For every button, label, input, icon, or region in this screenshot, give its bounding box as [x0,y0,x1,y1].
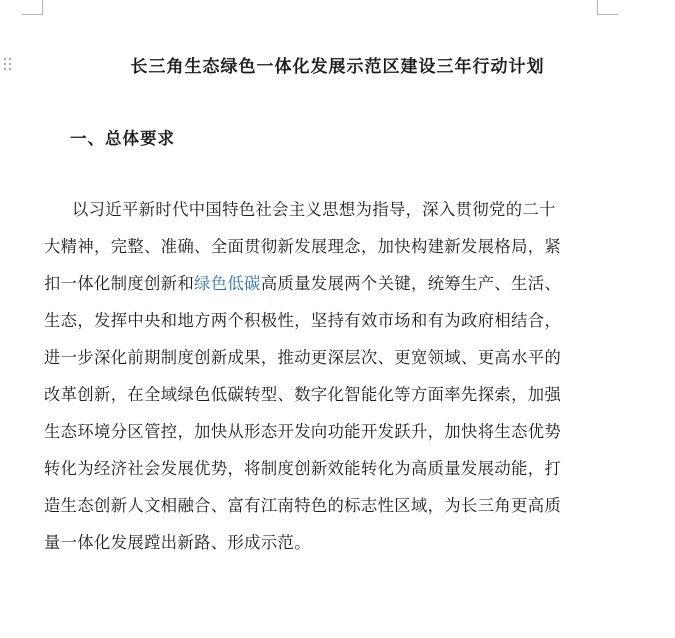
paragraph-line: 转化为经济社会发展优势，将制度创新效能转化为高质量发展动能，打 [44,459,562,478]
text-run: 高质量发展两个关键，统筹生产、生活、 [260,274,562,293]
paragraph-line: 造生态创新人文相融合、富有江南特色的标志性区域，为长三角更高质 [44,496,562,515]
page-corner-mark-top-right [597,0,618,15]
paragraph-line: 以习近平新时代中国特色社会主义思想为指导，深入贯彻党的二十 [72,200,556,219]
paragraph-line: 大精神，完整、准确、全面贯彻新发展理念，加快构建新发展格局，紧 [44,237,562,256]
section-heading: 一、总体要求 [70,129,175,148]
paragraph-line: 进一步深化前期制度创新成果，推动更深层次、更宽领域、更高水平的 [44,348,562,367]
paragraph-line [44,270,604,307]
paragraph-line: 改革创新，在全域绿色低碳转型、数字化智能化等方面率先探索，加强 [44,385,562,404]
highlighted-text[interactable]: 绿色低碳 [194,274,261,293]
document-title: 长三角生态绿色一体化发展示范区建设三年行动计划 [130,57,545,77]
paragraph-line: 生态，发挥中央和地方两个积极性，坚持有效市场和有为政府相结合， [44,311,562,330]
body-paragraph [44,196,604,566]
paragraph-line: 生态环境分区管控，加快从形态开发向功能开发跃升，加快将生态优势 [44,422,562,441]
paragraph-line: 量一体化发展蹚出新路、形成示范。 [44,533,311,552]
text-run: 扣一体化制度创新和 [44,274,195,293]
page-corner-mark-top-left [22,0,43,15]
